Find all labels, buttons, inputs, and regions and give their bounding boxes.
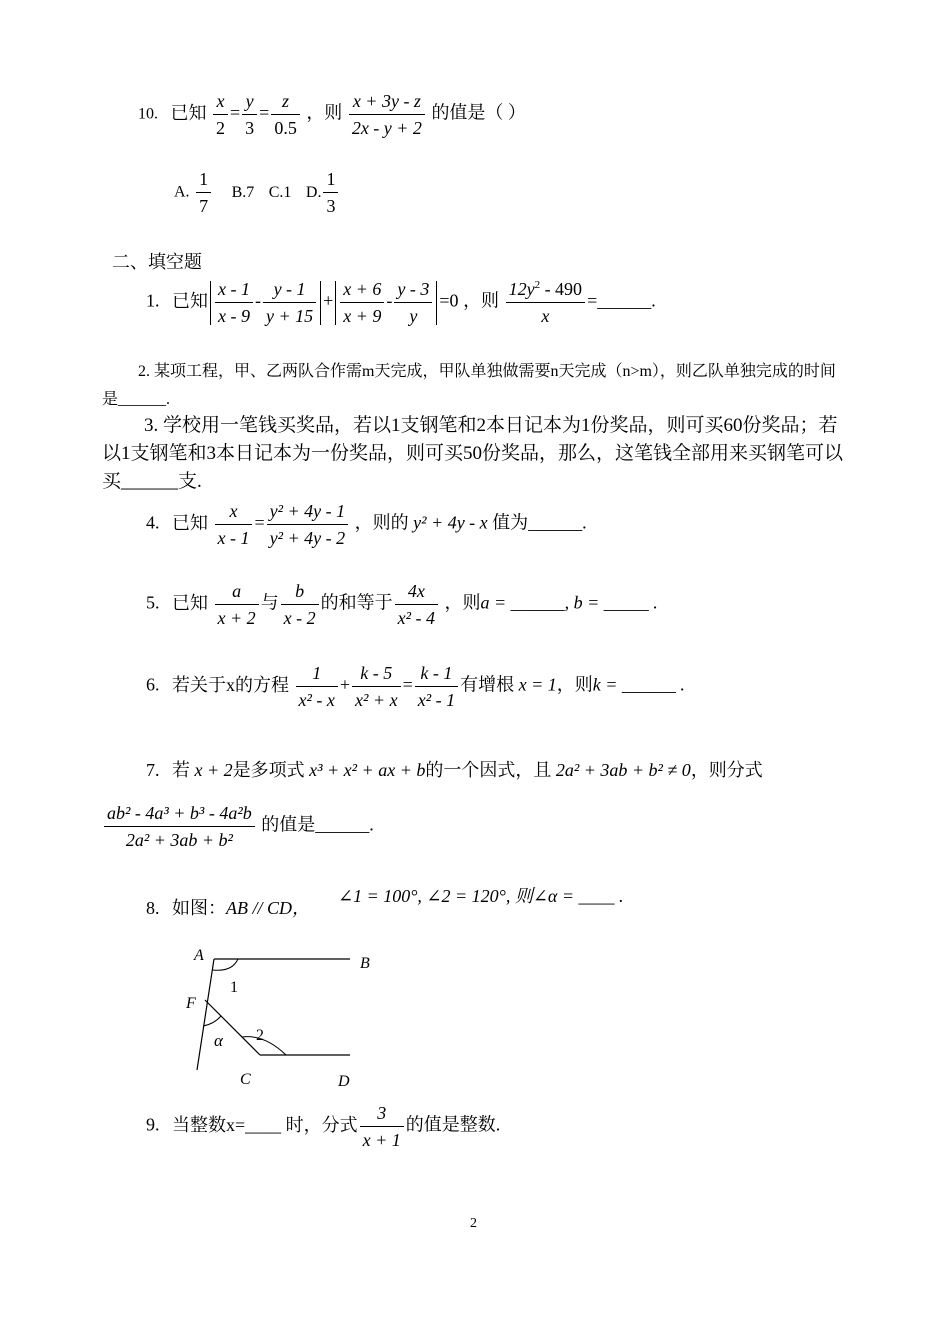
- fill-q7-lead: 若: [172, 760, 190, 780]
- label-d: D: [338, 1073, 350, 1090]
- fill-q7-mid2: 的一个因式，且: [425, 760, 552, 780]
- geometry-figure: [180, 942, 440, 1092]
- fill-q7-line2: [102, 800, 374, 853]
- fill-q5-frac-a: $\frac{a}{x + 2}$: [215, 578, 259, 631]
- angle-1-arc: [213, 959, 238, 970]
- q10-frac-y: $\frac{y}{3}$: [242, 88, 257, 141]
- fill-q5-tail: a = ______, b = _____ .: [480, 592, 658, 613]
- fill-q8-line: [146, 894, 310, 920]
- option-a-label: A.: [174, 183, 190, 201]
- label-a: A: [194, 947, 204, 964]
- fill-q5-mid: 的和等于: [320, 592, 393, 613]
- fill-q7-mid1: 是多项式: [232, 760, 305, 780]
- fill-q7-tail: 的值是______.: [261, 814, 374, 835]
- fill-q6-frac-1: $\frac{1}{\text{x² - x}}$: [296, 660, 338, 713]
- q10-frac-z: $\frac{z}{0.5}$: [271, 88, 300, 141]
- fill-q7-line: [146, 756, 763, 782]
- label-b: B: [360, 955, 370, 972]
- fill-q7-poly: x³ + x² + ax + b: [309, 760, 426, 780]
- fill-q1-frac-b: $\frac{y - 1}{y + 15}$: [263, 276, 316, 329]
- fill-q6-frac-3: $\frac{k - 1}{\text{x² - 1}}$: [415, 660, 458, 713]
- fill-q1-blank: =______.: [587, 290, 656, 311]
- option-d-frac: $\frac{1}{3}$: [323, 166, 338, 219]
- abs-bar: [335, 281, 336, 325]
- angle-2-arc: [242, 1037, 286, 1055]
- fill-q9-line: [146, 1100, 500, 1153]
- fill-q1-line: 1. 已知 $\frac{x - 1}{x - 9}$ - $\frac{y - 1}{y + 15}$ + $\frac{x + 6}{x + 9}$ - $\frac{y - 3}{y}$ =0 ，则 $\frac{12y^2 - 490}{x}$ =______.: [146, 276, 656, 329]
- fill-q1-then: ，则: [463, 290, 500, 311]
- fill-q4-left: $\frac{x}{x - 1}$: [215, 498, 253, 551]
- abs-bar: [210, 281, 211, 325]
- section-title: 二、填空题: [112, 252, 202, 272]
- fill-q1-target: $\frac{12y^2 - 490}{x}$: [506, 276, 586, 329]
- fill-q4-tail: 值为______.: [492, 512, 587, 533]
- fill-q6-number: 6.: [146, 674, 160, 695]
- q10-tail: 的值是（ ）: [431, 102, 526, 123]
- fill-q8-angles: ∠1 = 100°, ∠2 = 120°, 则∠α = ____ .: [338, 886, 624, 906]
- fill-q6-mid: 有增根: [460, 674, 515, 695]
- abs-bar: [320, 281, 321, 325]
- fill-q7-cond: 2a² + 3ab + b² ≠ 0: [555, 760, 691, 780]
- fill-q5-lead: 已知: [172, 592, 208, 613]
- q10-lead: 已知: [170, 102, 207, 123]
- label-2: 2: [256, 1027, 264, 1044]
- fill-q6-tail: k = ______ .: [592, 674, 685, 695]
- fill-q5-then: ，则: [444, 592, 481, 613]
- label-alpha: α: [214, 1031, 223, 1050]
- q10-then: ，则: [306, 102, 343, 123]
- fill-q7-fraction: $\frac{\text{ab² - 4a³ + b³ - 4a²b}}{\text{2a² + 3ab + b²}}$: [104, 800, 255, 853]
- fill-q6-line: 6. 若关于x的方程 $\frac{1}{\text{x² - x}}$ + $\frac{k - 5}{\text{x² + x}}$ = $\frac{k - 1}{\text{x² - 1}}$ 有增根 x = 1，则k = ______ .: [146, 660, 685, 713]
- fill-q1-frac-a: $\frac{x - 1}{x - 9}$: [215, 276, 253, 329]
- option-a-frac: $\frac{1}{7}$: [196, 166, 211, 219]
- fill-q5-frac-c: $\frac{4x}{\text{x² - 4}}$: [395, 578, 438, 631]
- fill-q1-eq0: =0: [439, 290, 459, 311]
- fill-q4-then: ，则的: [354, 512, 409, 533]
- fill-q5-with: 与: [260, 592, 279, 613]
- fill-q6-frac-2: $\frac{k - 5}{\text{x² + x}}$: [352, 660, 401, 713]
- option-b: B.7: [231, 183, 255, 201]
- label-1: 1: [230, 979, 238, 996]
- fill-q4-right: $\frac{\text{y² + 4y - 1}}{\text{y² + 4y - 2}}$: [267, 498, 349, 551]
- fill-q4-number: 4.: [146, 512, 160, 533]
- fill-q1-plus: +: [323, 290, 334, 311]
- fill-q5-line: [146, 578, 658, 631]
- abs-bar: [436, 281, 437, 325]
- fill-q5-number: 5.: [146, 592, 160, 613]
- q10-frac-x: $\frac{x}{2}$: [213, 88, 228, 141]
- fill-q4-line: 4. 已知 $\frac{x}{x - 1}$ = $\frac{\text{y² + 4y - 1}}{\text{y² + 4y - 2}}$ ，则的 y² + 4y - x 值为______.: [146, 498, 587, 551]
- fill-q1-lead: 已知: [172, 290, 208, 311]
- fill-q3: 3. 学校用一笔钱买奖品，若以1支钢笔和2本日记本为1份奖品，则可买60份奖品；若以1支钢笔和3本日记本为一份奖品，则可买50份奖品，那么，这笔钱全部用来买钢笔可以买______支.: [102, 415, 844, 492]
- fill-q2: 2. 某项工程，甲、乙两队合作需m天完成，甲队单独做需要n天完成（n>m），则乙队单独完成的时间是______.: [102, 363, 836, 408]
- fill-q8-number: 8.: [146, 898, 160, 918]
- option-d-label: D.: [305, 183, 322, 201]
- q10-options: [174, 166, 340, 219]
- fill-q9-number: 9.: [146, 1114, 160, 1135]
- option-c: C.1: [268, 183, 292, 201]
- fill-q6-then: ，则: [556, 674, 593, 695]
- fill-q4-expr: y² + 4y - x: [413, 512, 488, 533]
- label-c: C: [240, 1071, 251, 1088]
- line-af: [197, 959, 214, 1070]
- q10-line: 10. 已知 $\frac{x}{2}$ = $\frac{y}{3}$ = $\frac{z}{0.5}$ ，则 $\frac{x + 3y - z}{2x - y + 2}$ 的值是（ ）: [138, 88, 526, 141]
- fill-q8-parallel: AB // CD，: [226, 898, 310, 918]
- label-f: F: [186, 995, 196, 1012]
- angle-alpha-arc: [203, 1016, 221, 1026]
- page-number: 2: [470, 1216, 477, 1231]
- fill-q7-factor: x + 2: [194, 760, 233, 780]
- q10-number: 10.: [138, 105, 158, 123]
- fill-q8-lead: 如图：: [172, 898, 226, 918]
- fill-q6-lead: 若关于x的方程: [172, 674, 289, 695]
- fill-q1-frac-d: $\frac{y - 3}{y}$: [394, 276, 432, 329]
- fill-q5-frac-b: $\frac{b}{x - 2}$: [281, 578, 319, 631]
- fill-q6-root: x = 1: [518, 674, 557, 695]
- fill-q9-tail: 的值是整数.: [405, 1114, 501, 1135]
- fill-q1-number: 1.: [146, 290, 160, 311]
- fill-q4-lead: 已知: [172, 512, 208, 533]
- fill-q9-fraction: $\frac{3}{x + 1}$: [360, 1100, 404, 1153]
- fill-q7-number: 7.: [146, 760, 160, 780]
- fill-q1-frac-c: $\frac{x + 6}{x + 9}$: [340, 276, 384, 329]
- q10-expression: $\frac{x + 3y - z}{2x - y + 2}$: [349, 88, 425, 141]
- fill-q9-lead: 当整数x=____ 时，分式: [172, 1114, 358, 1135]
- fill-q7-then: ，则分式: [690, 760, 763, 780]
